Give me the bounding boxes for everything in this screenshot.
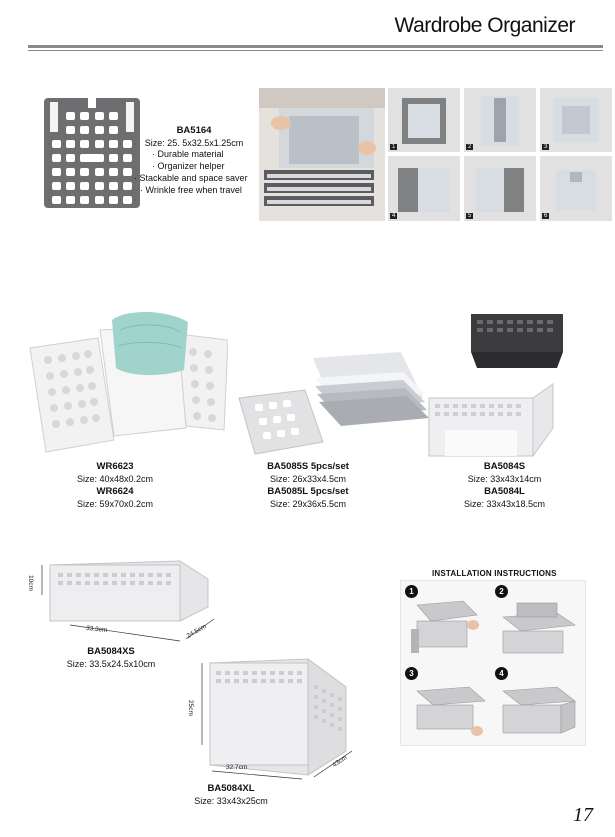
ba5164-info <box>134 124 254 149</box>
xl-dim-depth: 43cm <box>331 754 349 769</box>
install-step-number: 4 <box>495 667 508 680</box>
xs-dim-depth: 24.5cm <box>185 623 208 640</box>
install-step-1-image <box>407 595 487 661</box>
wr6624-size: Size: 59x70x0.2cm <box>76 499 154 509</box>
bullet-item: · Durable material <box>152 149 224 159</box>
ba5085s-size: Size: 26x33x4.5cm <box>269 474 347 484</box>
xl-dim-width: 32.7cm <box>226 764 248 771</box>
header-rule <box>28 45 603 48</box>
xs-dim-width: 33.3cm <box>85 624 108 635</box>
page-title: Wardrobe Organizer <box>394 14 575 37</box>
step-number: 4 <box>392 213 396 219</box>
wr6623-code: WR6623 <box>96 461 134 472</box>
install-step-number: 3 <box>405 667 418 680</box>
install-step-number: 2 <box>495 585 508 598</box>
install-step-2-image <box>497 595 581 661</box>
ba5084xl-size: Size: 33x43x25cm <box>194 796 268 806</box>
xs-dim-height: 10cm <box>27 575 34 591</box>
ba5084xs-size: Size: 33.5x24.5x10cm <box>66 659 156 669</box>
ba5084s-code: BA5084S <box>483 461 526 472</box>
step-photo <box>540 88 612 152</box>
ba5085-caption <box>248 460 368 510</box>
bullet-item: · Stackable and space saver <box>134 173 248 183</box>
step-number: 5 <box>468 213 472 219</box>
ba5164-bullets <box>134 148 259 196</box>
install-step-number: 1 <box>405 585 418 598</box>
ba5084l-size: Size: 33x43x18.5cm <box>463 499 546 509</box>
step-number: 2 <box>468 144 472 150</box>
ba5084-caption <box>447 460 562 510</box>
step-photo <box>464 88 536 152</box>
step-number: 3 <box>544 144 548 150</box>
ba5084xs-code: BA5084XS <box>87 646 135 657</box>
install-step-4-image <box>497 677 581 743</box>
step-photo <box>540 156 612 221</box>
ba5164-board-image <box>44 98 140 208</box>
install-step-3-image <box>407 677 489 743</box>
step-number: 1 <box>392 144 396 150</box>
wr6624-code: WR6624 <box>96 486 134 497</box>
ba5084-drawer-image <box>425 310 565 460</box>
ba5084xl-code: BA5084XL <box>207 783 255 794</box>
page-number: 17 <box>573 804 593 826</box>
ba5164-code: BA5164 <box>176 125 212 136</box>
installation-panel <box>400 580 586 746</box>
ba5085s-code: BA5085S 5pcs/set <box>267 461 349 472</box>
installation-title: INSTALLATION INSTRUCTIONS <box>432 569 557 578</box>
step-number: 6 <box>544 213 548 219</box>
ba5085l-code: BA5085L 5pcs/set <box>267 486 349 497</box>
step-photo <box>464 156 536 221</box>
wr-board-image <box>28 300 228 460</box>
folding-photo <box>259 88 385 221</box>
wr-caption <box>60 460 170 510</box>
xl-dim-height: 25cm <box>187 700 194 716</box>
bullet-item: · Wrinkle free when travel <box>140 185 242 195</box>
bullet-item: · Organizer helper <box>152 161 225 171</box>
ba5085-folder-image <box>233 338 433 458</box>
step-photo <box>388 156 460 221</box>
wr6623-size: Size: 40x48x0.2cm <box>76 474 154 484</box>
step-photo <box>388 88 460 152</box>
ba5085l-size: Size: 29x36x5.5cm <box>269 499 347 509</box>
ba5084l-code: BA5084L <box>484 486 525 497</box>
ba5084xl-caption <box>176 782 286 807</box>
folding-steps-grid <box>388 88 612 221</box>
ba5084s-size: Size: 33x43x14cm <box>467 474 542 484</box>
ba5084xs-caption <box>56 645 166 670</box>
header-rule-thin <box>28 50 603 51</box>
ba5164-size: Size: 25. 5x32.5x1.25cm <box>144 138 244 148</box>
